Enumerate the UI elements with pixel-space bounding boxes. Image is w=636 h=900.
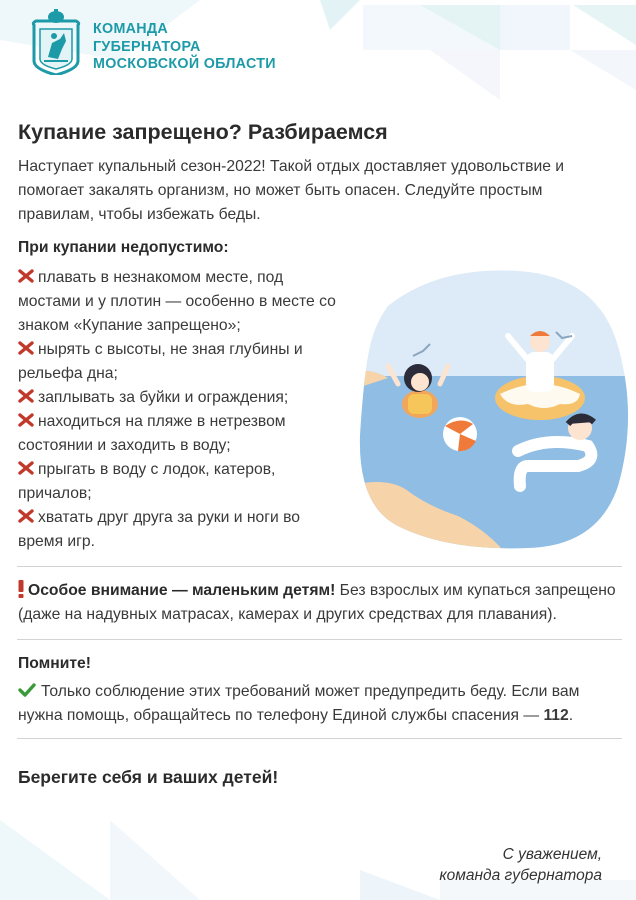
- brand-line-1: КОМАНДА: [93, 21, 169, 37]
- remember-section: [18, 640, 618, 738]
- brand-name: [93, 21, 276, 74]
- list-item-text: нырять с высоты, не зная глубины и рельефа дна;: [18, 341, 303, 382]
- header: [0, 0, 636, 95]
- prohibited-heading: При купании недопустимо:: [18, 239, 229, 256]
- red-cross-icon: [18, 269, 34, 283]
- prohibited-list: [18, 266, 338, 554]
- red-exclamation-icon: [18, 580, 24, 598]
- list-item-text: прыгать в воду с лодок, катеров, причалов;: [18, 461, 276, 502]
- remember-text: Только соблюдение этих требований может предупредить беду. Если вам нужна помощь, обращайтесь по телефону Единой службы спасения —: [18, 683, 580, 724]
- remember-title: Помните!: [18, 655, 92, 672]
- signature-line-2: команда губернатора: [439, 867, 602, 884]
- list-item-text: плавать в незнакомом месте, под мостами и у плотин — особенно в месте со знаком «Купание запрещено»;: [18, 269, 336, 334]
- list-item: [18, 458, 338, 506]
- red-cross-icon: [18, 341, 34, 355]
- attention-bold: Особое внимание — маленьким детям!: [28, 582, 336, 599]
- list-item-text: заплывать за буйки и ограждения;: [38, 389, 289, 406]
- rescue-phone-number: 112: [543, 707, 569, 724]
- red-cross-icon: [18, 509, 34, 523]
- coat-of-arms-icon: [30, 9, 82, 75]
- red-cross-icon: [18, 461, 34, 475]
- red-cross-icon: [18, 389, 34, 403]
- children-swimming-illustration: [348, 266, 636, 556]
- attention-text: Без взрослых им купаться запрещено (даже на надувных матрасах, камерах и других средствах для плавания).: [18, 582, 616, 623]
- signature: [439, 844, 602, 886]
- signature-line-1: С уважением,: [502, 846, 602, 863]
- red-cross-icon: [18, 413, 34, 427]
- list-item: [18, 506, 338, 554]
- list-item-text: хватать друг друга за руки и ноги во время игр.: [18, 509, 301, 550]
- list-item: [18, 266, 338, 338]
- rules-section: [18, 266, 618, 566]
- article-body: [18, 118, 618, 789]
- list-item: [18, 386, 338, 410]
- remember-end: .: [568, 707, 574, 724]
- green-check-icon: [18, 683, 36, 697]
- list-item: [18, 410, 338, 458]
- attention-note: [18, 567, 618, 639]
- list-item: [18, 338, 338, 386]
- brand-line-3: МОСКОВСКОЙ ОБЛАСТИ: [93, 56, 276, 72]
- section-divider: [17, 738, 622, 739]
- intro-paragraph: Наступает купальный сезон-2022! Такой отдых доставляет удовольствие и помогает закалять организм, но может быть опасен. Следуйте простым правилам, чтобы избежать беды.: [18, 158, 565, 223]
- list-item-text: находиться на пляже в нетрезвом состоянии и заходить в воду;: [18, 413, 286, 454]
- article-title: Купание запрещено? Разбираемся: [18, 120, 388, 144]
- remember-text-block: [18, 680, 618, 728]
- brand-line-2: ГУБЕРНАТОРА: [93, 38, 201, 55]
- closing-line: Берегите себя и ваших детей!: [18, 767, 279, 787]
